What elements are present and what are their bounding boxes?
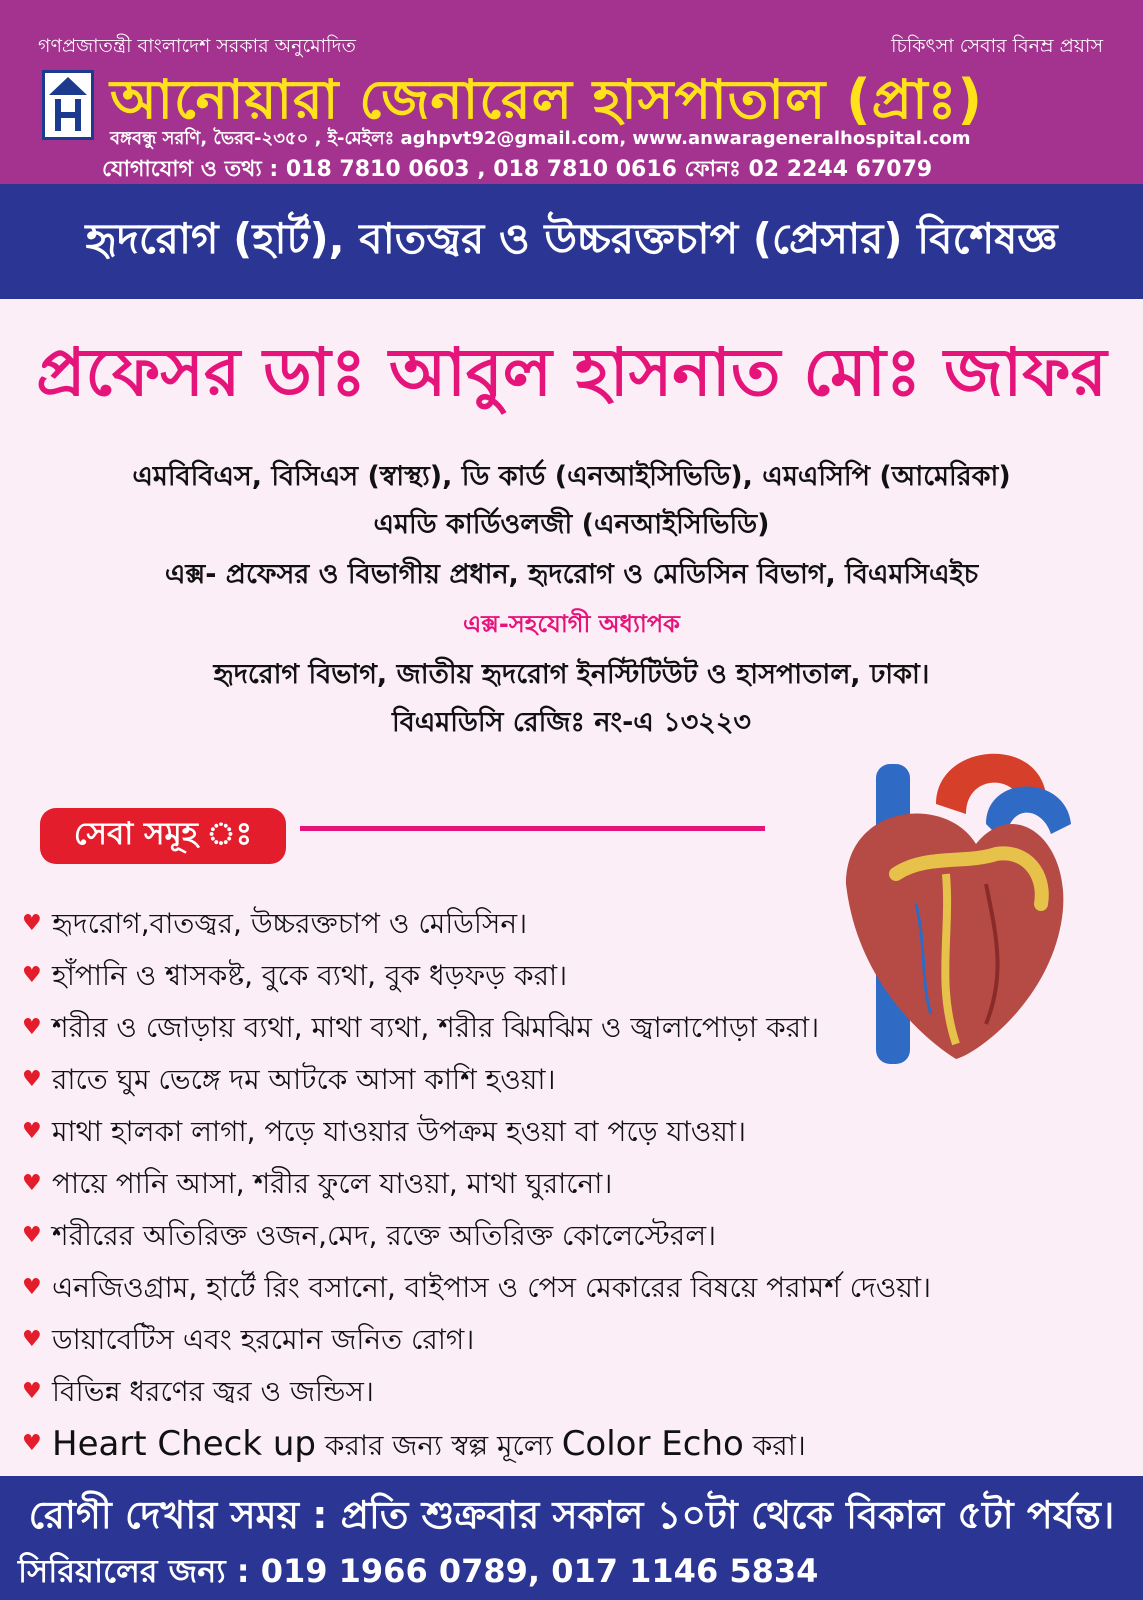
hospital-address: বঙ্গবন্ধু সরণি, ভৈরব-২৩৫০ , ই-মেইলঃ aghpvt92@gmail.com, www.anwarageneralhospital.com	[110, 128, 971, 149]
specialty-band	[0, 184, 1143, 299]
doctor-position-1: এক্স- প্রফেসর ও বিভাগীয় প্রধান, হৃদরোগ ও মেডিসিন বিভাগ, বিএমসিএইচ	[164, 559, 979, 590]
heart-bullet-icon: ♥	[22, 1275, 42, 1300]
visiting-hours: রোগী দেখার সময় : প্রতি শুক্রবার সকাল ১০টা থেকে বিকাল ৫টা পর্যন্ত।	[28, 1493, 1115, 1537]
list-item: ♥ এনজিওগ্রাম, হার্টে রিং বসানো, বাইপাস ও পেস মেকারের বিষয়ে পরামর্শ দেওয়া।	[22, 1262, 1122, 1314]
footer-band	[0, 1476, 1143, 1600]
govt-approval-tag: গণপ্রজাতন্ত্রী বাংলাদেশ সরকার অনুমোদিত	[38, 35, 356, 57]
heart-bullet-icon: ♥	[22, 1119, 42, 1144]
list-item: ♥ বিভিন্ন ধরণের জ্বর ও জন্ডিস।	[22, 1366, 1122, 1418]
doctor-degrees-1: এমবিবিএস, বিসিএস (স্বাস্থ্য), ডি কার্ড (এনআইসিভিডি), এমএসিপি (আমেরিকা)	[132, 461, 1011, 492]
services-title: সেবা সমূহ ঃ	[40, 808, 286, 864]
services-list	[22, 898, 1122, 1470]
list-item: ♥ রাতে ঘুম ভেঙ্গে দম আটকে আসা কাশি হওয়া।	[22, 1054, 1122, 1106]
heart-bullet-icon: ♥	[22, 1379, 42, 1404]
services-divider	[300, 826, 765, 831]
serial-contact: সিরিয়ালের জন্য : 019 1966 0789, 017 1146 5834	[18, 1552, 819, 1590]
hospital-name: আনোয়ারা জেনারেল হাসপাতাল (প্রাঃ)	[110, 68, 984, 131]
heart-bullet-icon: ♥	[22, 963, 42, 988]
service-tagline: চিকিৎসা সেবার বিনম্র প্রয়াস	[891, 35, 1103, 57]
list-item: ♥ পায়ে পানি আসা, শরীর ফুলে যাওয়া, মাথা ঘুরানো।	[22, 1158, 1122, 1210]
list-item: ♥ Heart Check up করার জন্য স্বল্প মূল্যে Color Echo করা।	[22, 1418, 1122, 1470]
heart-bullet-icon: ♥	[22, 1431, 42, 1456]
hospital-header	[0, 0, 1143, 184]
list-item: ♥ হৃদরোগ,বাতজ্বর, উচ্চরক্তচাপ ও মেডিসিন।	[22, 898, 1122, 950]
hospital-logo-icon	[42, 70, 94, 140]
hospital-contact: যোগাযোগ ও তথ্য : 018 7810 0603 , 018 7810 0616 ফোনঃ 02 2244 67079	[102, 157, 933, 182]
list-item: ♥ শরীরের অতিরিক্ত ওজন,মেদ, রক্তে অতিরিক্ত কোলেস্টেরল।	[22, 1210, 1122, 1262]
heart-bullet-icon: ♥	[22, 911, 42, 936]
list-item: ♥ হাঁপানি ও শ্বাসকষ্ট, বুকে ব্যথা, বুক ধড়ফড় করা।	[22, 950, 1122, 1002]
list-item: ♥ মাথা হালকা লাগা, পড়ে যাওয়ার উপক্রম হওয়া বা পড়ে যাওয়া।	[22, 1106, 1122, 1158]
heart-bullet-icon: ♥	[22, 1327, 42, 1352]
heart-bullet-icon: ♥	[22, 1223, 42, 1248]
heart-bullet-icon: ♥	[22, 1171, 42, 1196]
heart-bullet-icon: ♥	[22, 1067, 42, 1092]
heart-bullet-icon: ♥	[22, 1015, 42, 1040]
doctor-name: প্রফেসর ডাঃ আবুল হাসনাত মোঃ জাফর	[36, 334, 1107, 411]
doctor-position-2: এক্স-সহযোগী অধ্যাপক	[463, 610, 680, 638]
specialty-text: হৃদরোগ (হার্ট), বাতজ্বর ও উচ্চরক্তচাপ (প্রেসার) বিশেষজ্ঞ	[85, 214, 1058, 263]
doctor-position-3: হৃদরোগ বিভাগ, জাতীয় হৃদরোগ ইনস্টিটিউট ও হাসপাতাল, ঢাকা।	[213, 659, 930, 690]
list-item: ♥ শরীর ও জোড়ায় ব্যথা, মাথা ব্যথা, শরীর ঝিমঝিম ও জ্বালাপোড়া করা।	[22, 1002, 1122, 1054]
list-item: ♥ ডায়াবেটিস এবং হরমোন জনিত রোগ।	[22, 1314, 1122, 1366]
doctor-registration: বিএমডিসি রেজিঃ নং-এ ১৩২২৩	[392, 707, 751, 738]
doctor-degrees-2: এমডি কার্ডিওলজী (এনআইসিভিডি)	[373, 509, 770, 540]
